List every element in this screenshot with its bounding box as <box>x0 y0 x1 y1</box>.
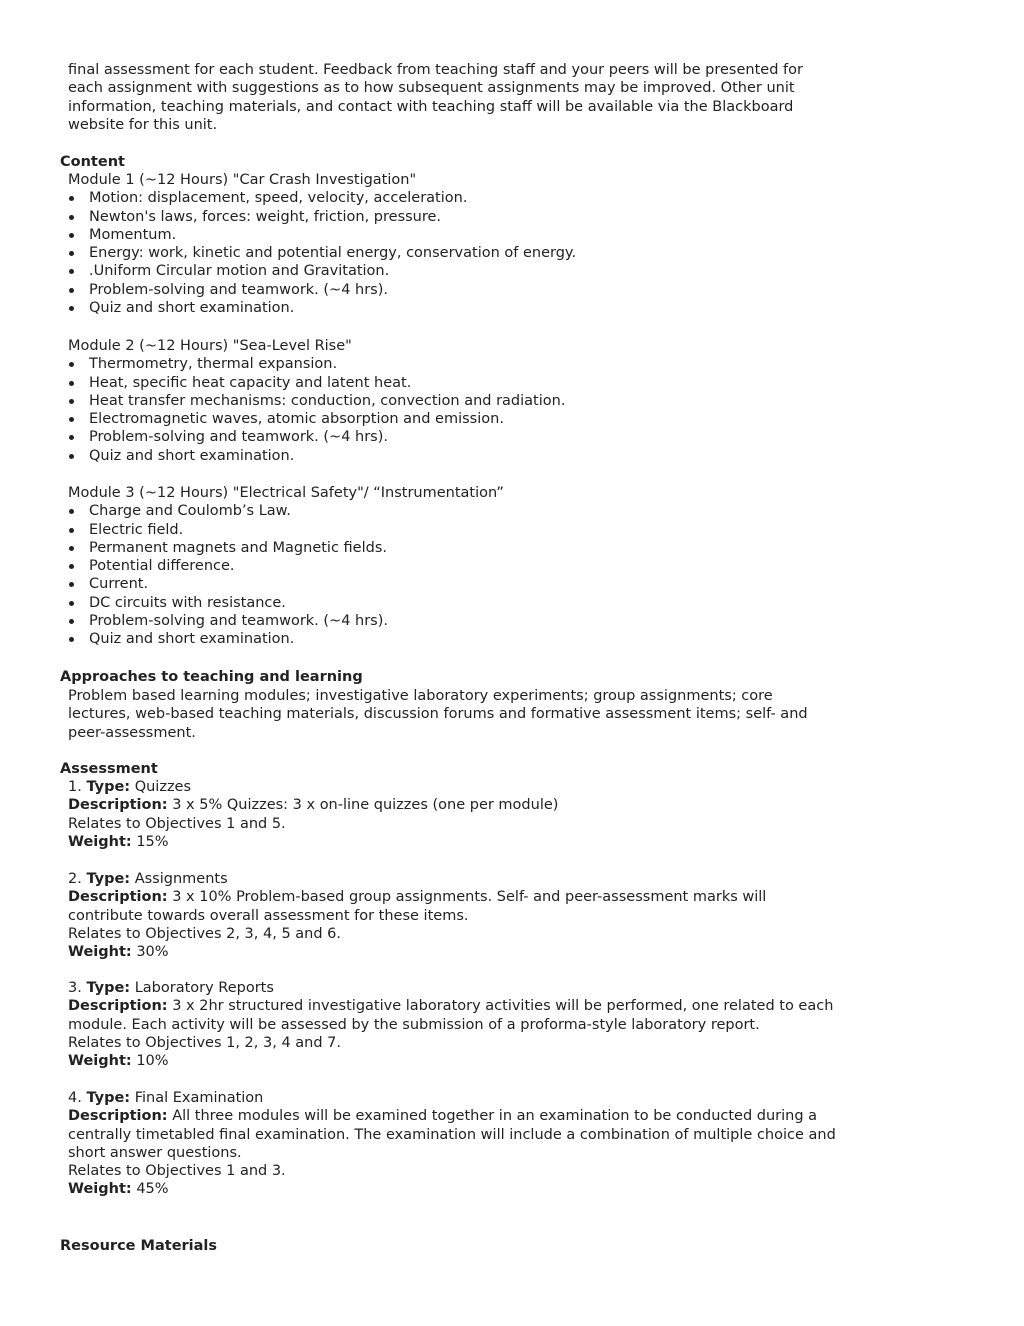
assessment-description <box>68 796 878 814</box>
resources-heading: Resource Materials <box>60 1238 218 1254</box>
list-item: Heat transfer mechanisms: conduction, convection and radiation. <box>66 392 876 410</box>
type-label: Type: <box>86 779 131 795</box>
list-item: Electric field. <box>66 521 876 539</box>
weight-label: Weight: <box>68 944 132 961</box>
list-item: Momentum. <box>66 226 876 244</box>
description-text: All three modules will be examined together in an examination to be conducted during a <box>172 1108 818 1125</box>
assessment-weight-line <box>68 1180 878 1198</box>
weight-label: Weight: <box>68 1053 132 1070</box>
assessment-number: 1. <box>68 779 82 795</box>
assessment-relates: Relates to Objectives 1, 2, 3, 4 and 7. <box>68 1034 342 1051</box>
approaches-heading: Approaches to teaching and learning <box>60 669 363 685</box>
intro-line: each assignment with suggestions as to how subsequent assignments may be improved. Other unit <box>68 80 795 97</box>
module-title: Module 1 (~12 Hours) "Car Crash Investigation" <box>68 172 417 188</box>
assessment-item-2 <box>68 870 878 961</box>
list-item: DC circuits with resistance. <box>66 594 876 612</box>
list-item: Potential difference. <box>66 557 876 575</box>
assessment-weight: 30% <box>136 944 169 961</box>
module-topic-list <box>66 189 876 317</box>
approaches-line: peer-assessment. <box>68 724 196 741</box>
assessment-type: Assignments <box>134 871 228 887</box>
list-item: Problem-solving and teamwork. (~4 hrs). <box>66 428 876 446</box>
list-item: Permanent magnets and Magnetic fields. <box>66 539 876 557</box>
description-text: 3 x 2hr structured investigative laboratory activities will be performed, one related to each <box>172 998 834 1015</box>
module-title: Module 2 (~12 Hours) "Sea-Level Rise" <box>68 338 352 354</box>
module-3 <box>68 484 878 649</box>
assessment-type-line <box>68 870 878 888</box>
assessment-type-line <box>68 778 878 796</box>
module-2 <box>68 337 878 465</box>
type-label: Type: <box>86 1090 131 1106</box>
assessment-number: 2. <box>68 871 82 887</box>
assessment-item-1 <box>68 778 878 851</box>
module-1 <box>68 171 878 317</box>
intro-line: information, teaching materials, and contact with teaching staff will be available via the Blackboard <box>68 98 794 115</box>
description-text: centrally timetabled final examination. The examination will include a combination of multiple choice and <box>68 1126 836 1143</box>
type-label: Type: <box>86 980 131 996</box>
assessment-type-line <box>68 1089 878 1107</box>
assessment-heading: Assessment <box>60 761 158 777</box>
module-title: Module 3 (~12 Hours) "Electrical Safety"/ “Instrumentation” <box>68 485 504 501</box>
description-text: short answer questions. <box>68 1144 242 1161</box>
assessment-weight: 45% <box>136 1181 169 1198</box>
list-item: Quiz and short examination. <box>66 299 876 317</box>
list-item: Energy: work, kinetic and potential energy, conservation of energy. <box>66 244 876 262</box>
list-item: Quiz and short examination. <box>66 630 876 648</box>
list-item: Quiz and short examination. <box>66 447 876 465</box>
assessment-relates: Relates to Objectives 2, 3, 4, 5 and 6. <box>68 925 342 942</box>
approaches-line: Problem based learning modules; investigative laboratory experiments; group assignments; core <box>68 688 773 704</box>
content-heading: Content <box>60 154 125 170</box>
assessment-relates: Relates to Objectives 1 and 5. <box>68 815 286 832</box>
assessment-weight: 15% <box>136 833 169 850</box>
assessment-weight-line <box>68 1052 878 1070</box>
assessment-item-3 <box>68 979 878 1070</box>
list-item: Current. <box>66 575 876 593</box>
module-topic-list <box>66 502 876 648</box>
module-topic-list <box>66 355 876 465</box>
list-item: Thermometry, thermal expansion. <box>66 355 876 373</box>
weight-label: Weight: <box>68 833 132 850</box>
description-text: module. Each activity will be assessed by the submission of a proforma-style laboratory report. <box>68 1016 760 1033</box>
description-text: contribute towards overall assessment for these items. <box>68 907 469 924</box>
assessment-type: Laboratory Reports <box>134 980 274 996</box>
description-label: Description: <box>68 1108 168 1125</box>
list-item: Electromagnetic waves, atomic absorption and emission. <box>66 410 876 428</box>
intro-paragraph <box>68 61 868 134</box>
assessment-relates: Relates to Objectives 1 and 3. <box>68 1163 286 1180</box>
list-item: Motion: displacement, speed, velocity, acceleration. <box>66 189 876 207</box>
approaches-line: lectures, web-based teaching materials, discussion forums and formative assessment items; self- and <box>68 706 808 723</box>
list-item: Problem-solving and teamwork. (~4 hrs). <box>66 612 876 630</box>
list-item: Charge and Coulomb’s Law. <box>66 502 876 520</box>
description-text: 3 x 5% Quizzes: 3 x on-line quizzes (one per module) <box>172 797 559 814</box>
description-label: Description: <box>68 797 168 814</box>
assessment-description <box>68 997 878 1015</box>
type-label: Type: <box>86 871 131 887</box>
intro-line: website for this unit. <box>68 116 218 133</box>
assessment-description <box>68 888 878 906</box>
list-item: .Uniform Circular motion and Gravitation. <box>66 262 876 280</box>
weight-label: Weight: <box>68 1181 132 1198</box>
assessment-number: 4. <box>68 1090 82 1106</box>
list-item: Problem-solving and teamwork. (~4 hrs). <box>66 281 876 299</box>
assessment-item-4 <box>68 1089 878 1199</box>
assessment-type-line <box>68 979 878 997</box>
description-text: 3 x 10% Problem-based group assignments. Self- and peer-assessment marks will <box>172 889 767 906</box>
list-item: Heat, specific heat capacity and latent heat. <box>66 374 876 392</box>
intro-line: final assessment for each student. Feedback from teaching staff and your peers will be presented for <box>68 62 803 78</box>
assessment-weight-line <box>68 833 878 851</box>
description-label: Description: <box>68 998 168 1015</box>
assessment-type: Quizzes <box>134 779 192 795</box>
assessment-weight-line <box>68 943 878 961</box>
assessment-description <box>68 1107 878 1125</box>
assessment-number: 3. <box>68 980 82 996</box>
approaches-paragraph <box>68 687 878 742</box>
list-item: Newton's laws, forces: weight, friction, pressure. <box>66 208 876 226</box>
assessment-type: Final Examination <box>134 1090 264 1106</box>
description-label: Description: <box>68 889 168 906</box>
assessment-weight: 10% <box>136 1053 169 1070</box>
